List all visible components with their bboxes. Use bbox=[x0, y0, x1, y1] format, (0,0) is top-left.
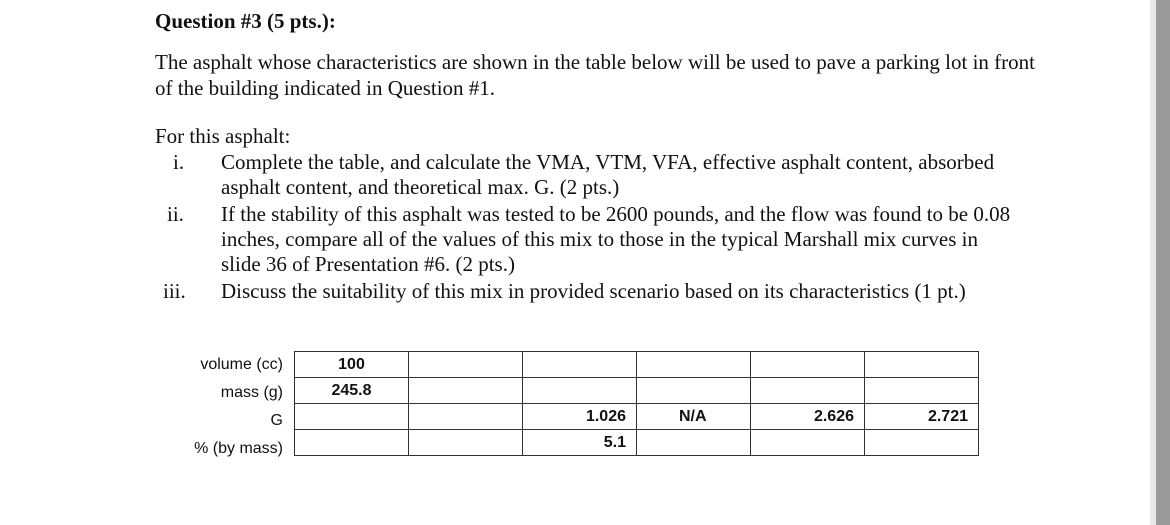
table-row bbox=[295, 352, 979, 378]
asphalt-properties-table bbox=[294, 351, 979, 456]
table-cell[interactable] bbox=[637, 430, 751, 456]
table-cell[interactable] bbox=[409, 378, 523, 404]
table-cell[interactable] bbox=[295, 404, 409, 430]
list-text: Complete the table, and calculate the VMA, VTM, VFA, effective asphalt content, absorbed asphalt content, and theoretical max. G. (2 pts.) bbox=[221, 150, 995, 199]
window-edge bbox=[1150, 0, 1170, 525]
table-cell[interactable]: 5.1 bbox=[523, 430, 637, 456]
table-cell[interactable] bbox=[751, 430, 865, 456]
list-number: iii. bbox=[163, 279, 186, 303]
table-cell[interactable] bbox=[751, 378, 865, 404]
row-label-percent: % (by mass) bbox=[194, 440, 283, 457]
table-cell[interactable]: 100 bbox=[295, 352, 409, 378]
list-number: ii. bbox=[167, 202, 184, 226]
table-cell[interactable] bbox=[751, 352, 865, 378]
table-cell[interactable]: 2.626 bbox=[751, 404, 865, 430]
table-cell[interactable]: N/A bbox=[637, 404, 751, 430]
table-cell[interactable] bbox=[637, 378, 751, 404]
table-cell[interactable] bbox=[409, 404, 523, 430]
question-intro: The asphalt whose characteristics are shown in the table below will be used to pave a parking lot in front of the building indicated in Question #1. bbox=[155, 50, 1035, 100]
question-heading: Question #3 (5 pts.): bbox=[155, 9, 336, 33]
list-text: Discuss the suitability of this mix in provided scenario based on its characteristics (1 pt.) bbox=[221, 279, 966, 303]
table-row bbox=[295, 430, 979, 456]
list-number: i. bbox=[173, 150, 185, 174]
table-cell[interactable]: 245.8 bbox=[295, 378, 409, 404]
table-cell[interactable] bbox=[865, 430, 979, 456]
table-cell[interactable]: 2.721 bbox=[865, 404, 979, 430]
table-cell[interactable] bbox=[865, 352, 979, 378]
table-cell[interactable] bbox=[295, 430, 409, 456]
table-cell[interactable] bbox=[865, 378, 979, 404]
row-label-volume: volume (cc) bbox=[200, 356, 283, 373]
table-cell[interactable] bbox=[637, 352, 751, 378]
row-label-mass: mass (g) bbox=[220, 384, 283, 401]
table-cell[interactable] bbox=[409, 352, 523, 378]
table-cell[interactable] bbox=[523, 378, 637, 404]
table-row bbox=[295, 378, 979, 404]
table-row bbox=[295, 404, 979, 430]
table-cell[interactable] bbox=[409, 430, 523, 456]
table-cell[interactable]: 1.026 bbox=[523, 404, 637, 430]
list-text: If the stability of this asphalt was tested to be 2600 pounds, and the flow was found to be 0.08 inches, compare all of the values of this mix to those in the typical Marshall mix curves in slide 36 of Presentation #6. (2 pts.) bbox=[221, 202, 1011, 276]
for-this-asphalt-label: For this asphalt: bbox=[155, 124, 291, 148]
row-label-g: G bbox=[270, 412, 283, 429]
table-cell[interactable] bbox=[523, 352, 637, 378]
